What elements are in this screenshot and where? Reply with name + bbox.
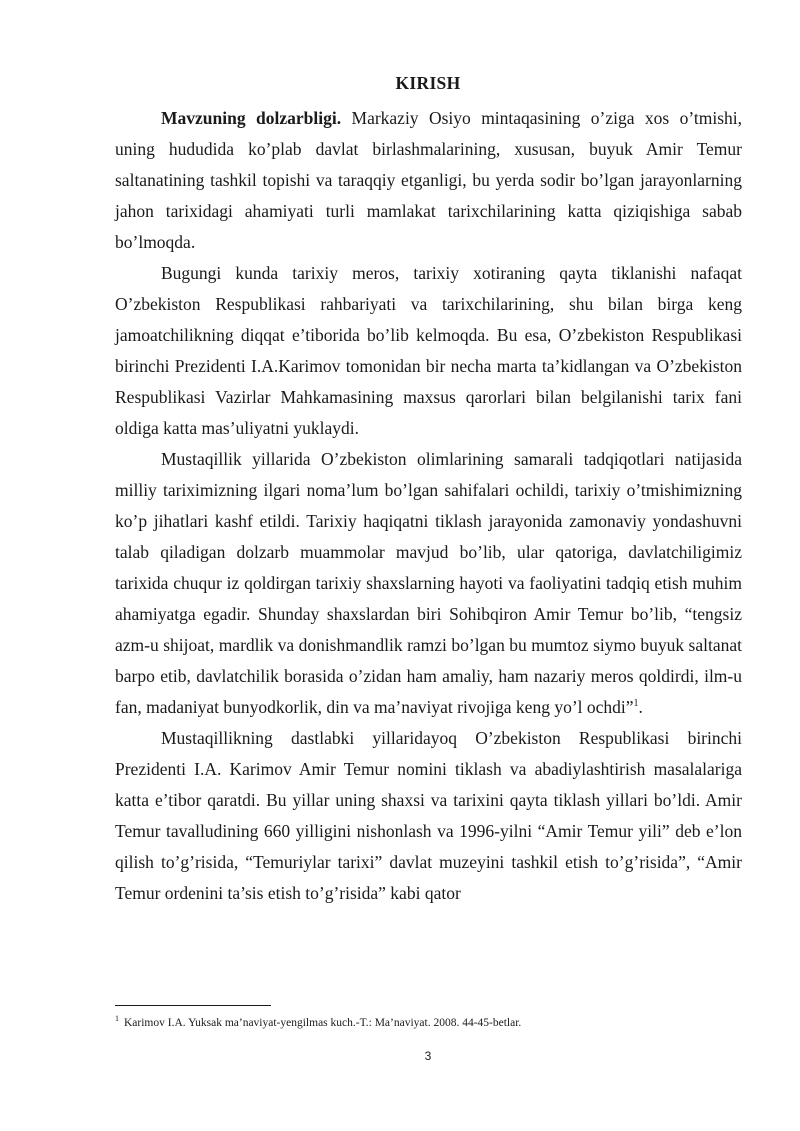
- page-number: 3: [424, 1049, 432, 1063]
- footnote: [115, 1015, 742, 1031]
- paragraph-lead: Mavzuning dolzarbligi.: [161, 108, 342, 128]
- paragraph-3-text: Mustaqillik yillarida O’zbekiston olimlarining samarali tadqiqotlari natijasida milliy tariximizning ilgari noma’lum bo’lgan sahifalari ochildi, tarixiy o’tmishimizning ko’p jihatlari kashf etildi. Tarixiy haqiqatni tiklash jarayonida zamonaviy yondashuvni talab qiladigan dolzarb muammolar mavjud bo’lib, ular qatoriga, davlatchiligimiz tarixida chuqur iz qoldirgan tarixiy shaxslarning hayoti va faoliyatini tadqiq etish muhim ahamiyatga egadir. Shunday shaxslardan biri Sohibqiron Amir Temur bo’lib, “tengsiz azm-u shijoat, mardlik va donishmandlik ramzi bo’lgan bu mumtoz siymo buyuk saltanat barpo etib, davlatchilik borasida o’zidan ham amaliy, ham nazariy meros qoldirdi, ilm-u fan, madaniyat bunyodkorlik, din va ma’naviyat rivojiga keng yo’l ochdi”: [115, 449, 742, 717]
- footnote-marker: 1: [115, 1014, 119, 1024]
- footnote-separator: [115, 1005, 271, 1006]
- body-text: [115, 103, 742, 909]
- section-heading: KIRISH: [395, 73, 461, 93]
- paragraph-3-end: .: [638, 697, 643, 717]
- paragraph-2: Bugungi kunda tarixiy meros, tarixiy xotiraning qayta tiklanishi nafaqat O’zbekiston Respublikasi rahbariyati va tarixchilarining, shu bilan birga keng jamoatchilikning diqqat e’tiborida bo’lib kelmoqda. Bu esa, O’zbekiston Respublikasi birinchi Prezidenti I.A.Karimov tomonidan bir necha marta ta’kidlangan va O’zbekiston Respublikasi Vazirlar Mahkamasining maxsus qarorlari bilan belgilanishi tarix fani oldiga katta mas’uliyatni yuklaydi.: [115, 263, 742, 438]
- paragraph-1: [115, 103, 742, 258]
- paragraph-1-text: Markaziy Osiyo mintaqasining o’ziga xos o’tmishi, uning hududida ko’plab davlat birlashmalarining, xususan, buyuk Amir Temur saltanatining tashkil topishi va taraqqiy etganligi, bu yerda sodir bo’lgan jarayonlarning jahon tarixidagi ahamiyati turli mamlakat tarixchilarining katta qiziqishiga sabab bo’lmoqda.: [115, 108, 743, 252]
- footnote-text: Karimov I.A. Yuksak ma’naviyat-yengilmas kuch.-T.: Ma’naviyat. 2008. 44-45-betlar.: [124, 1017, 522, 1029]
- paragraph-4: Mustaqillikning dastlabki yillaridayoq O’zbekiston Respublikasi birinchi Prezidenti I.A. Karimov Amir Temur nomini tiklash va abadiylashtirish masalalariga katta e’tibor qaratdi. Bu yillar uning shaxsi va tarixini qayta tiklash yillari bo’ldi. Amir Temur tavalludining 660 yilligini nishonlash va 1996-yilni “Amir Temur yili” deb e’lon qilish to’g’risida, “Temuriylar tarixi” davlat muzeyini tashkil etish to’g’risida”, “Amir Temur ordenini ta’sis etish to’g’risida” kabi qator: [115, 728, 742, 903]
- paragraph-3: [115, 444, 742, 723]
- footnote-reference[interactable]: 1: [633, 698, 639, 710]
